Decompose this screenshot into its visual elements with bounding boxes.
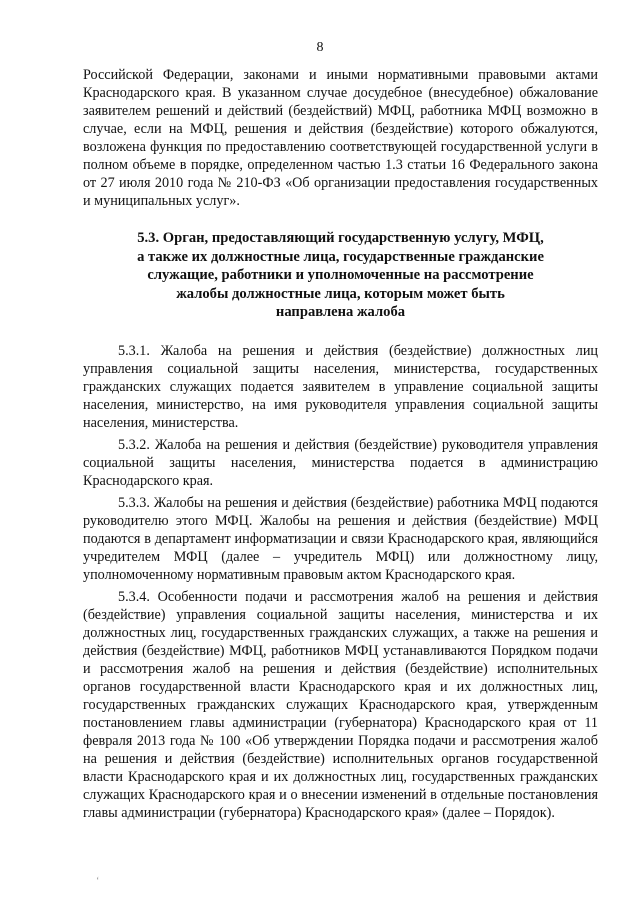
heading-line: 5.3. Орган, предоставляющий государственную услугу, МФЦ, [137,230,544,246]
sections-body [83,342,598,826]
heading-line: жалобы должностные лица, которым может быть [176,285,505,302]
heading-line: направлена жалоба [275,304,406,320]
paragraph-5-3-4: 5.3.4. Особенности подачи и рассмотрения жалоб на решения и действия (бездействие) управления социальной защиты населения, министерства и их должностных лиц, государственных гражданских служащих, а также на решения и действия (бездействие) МФЦ, работников МФЦ устанавливаются Порядком подачи и рассмотрения жалоб на решения и действия (бездействие) исполнительных органов государственной власти Краснодарского края и их должностных лиц, государственных гражданских служащих Краснодарского края, утвержденным постановлением главы администрации (губернатора) Краснодарского края от 11 февраля 2013 года № 100 «Об утверждении Порядка подачи и рассмотрения жалоб на решения и действия (бездействие) исполнительных органов государственной власти Краснодарского края и их должностных лиц, государственных гражданских служащих Краснодарского края и о внесении изменений в отдельные постановления главы администрации (губернатора) Краснодарского края» (далее – Порядок). [83,589,598,821]
paragraph-5-3-1: 5.3.1. Жалоба на решения и действия (бездействие) должностных лиц управления социальной защиты населения, министерства, государственных гражданских служащих подается заявителем в управление социальной защиты населения, министерство, на имя руководителя управления социальной защиты населения, министерства. [83,343,598,431]
paragraph-5-3-3: 5.3.3. Жалобы на решения и действия (бездействие) работника МФЦ подаются руководителю этого МФЦ. Жалобы на решения и действия (бездействие) МФЦ подаются в департамент информатизации и связи Краснодарского края, являющийся учредителем МФЦ (далее – учредитель МФЦ) или должностному лицу, уполномоченному нормативным правовым актом Краснодарского края. [83,495,598,583]
intro-paragraph: Российской Федерации, законами и иными нормативными правовыми актами Краснодарского края. В указанном случае досудебное (внесудебное) обжалование заявителем решений и действий (бездействий) МФЦ, работника МФЦ возможно в случае, если на МФЦ, решения и действия (бездействие) которого обжалуются, возложена функция по предоставлению соответствующей государственной услуги в полном объеме в порядке, определенном частью 1.3 статьи 16 Федерального закона от 27 июля 2010 года № 210-ФЗ «Об организации предоставления государственных и муниципальных услуг». [83,67,598,209]
paragraph-5-3-2: 5.3.2. Жалоба на решения и действия (бездействие) руководителя управления социальной защиты населения, министерства подается в администрацию Краснодарского края. [83,437,598,489]
scan-mark: ‘ [96,876,100,887]
page-number: 8 [316,40,324,55]
heading-line: служащие, работники и уполномоченные на рассмотрение [147,267,534,283]
heading-line: а также их должностные лица, государственные гражданские [137,248,544,265]
section-heading [83,229,598,322]
